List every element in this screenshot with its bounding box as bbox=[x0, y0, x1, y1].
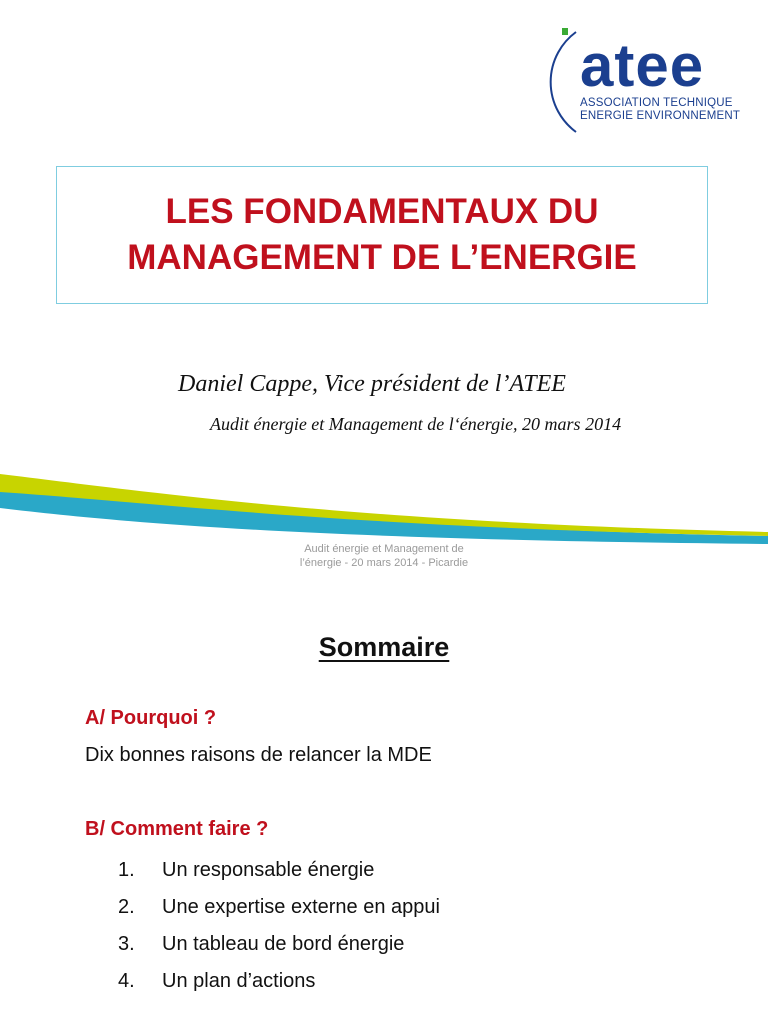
footer-line-1: Audit énergie et Management de bbox=[304, 543, 464, 555]
title-box bbox=[56, 166, 708, 304]
list-item bbox=[118, 963, 440, 1000]
section-a-heading: A/ Pourquoi ? bbox=[85, 707, 217, 729]
sommaire-heading-text: Sommaire bbox=[318, 632, 450, 662]
list-item bbox=[118, 852, 440, 889]
section-b-heading: B/ Comment faire ? bbox=[85, 818, 269, 840]
list-item-label: Un tableau de bord énergie bbox=[162, 933, 405, 955]
list-item-number: 1. bbox=[118, 859, 135, 881]
title-line-2: MANAGEMENT DE L’ENERGIE bbox=[127, 238, 637, 277]
event-line: Audit énergie et Management de l‘énergie, 20 mars 2014 bbox=[210, 414, 622, 434]
title-line-1: LES FONDAMENTAUX DU bbox=[165, 192, 599, 231]
section-b-list bbox=[118, 852, 440, 1000]
list-item-number: 2. bbox=[118, 896, 135, 918]
list-item-number: 4. bbox=[118, 970, 135, 992]
section-a-text: Dix bonnes raisons de relancer la MDE bbox=[85, 744, 432, 766]
author-line: Daniel Cappe, Vice président de l’ATEE bbox=[178, 371, 566, 397]
logo-subtitle-line1: ASSOCIATION TECHNIQUE bbox=[580, 97, 733, 109]
logo-wordmark: atee bbox=[580, 32, 705, 99]
logo-subtitle-line2: ENERGIE ENVIRONNEMENT bbox=[580, 110, 741, 122]
list-item-label: Un responsable énergie bbox=[162, 859, 375, 881]
list-item bbox=[118, 889, 440, 926]
footer-line-2: l’énergie - 20 mars 2014 - Picardie bbox=[299, 557, 469, 569]
slide-footer bbox=[234, 542, 534, 570]
atee-logo bbox=[540, 22, 740, 138]
list-item-label: Une expertise externe en appui bbox=[162, 896, 440, 918]
list-item-number: 3. bbox=[118, 933, 135, 955]
list-item bbox=[118, 926, 440, 963]
decorative-swoosh bbox=[0, 470, 768, 550]
list-item-label: Un plan d’actions bbox=[162, 970, 316, 992]
sommaire-heading bbox=[0, 632, 768, 663]
